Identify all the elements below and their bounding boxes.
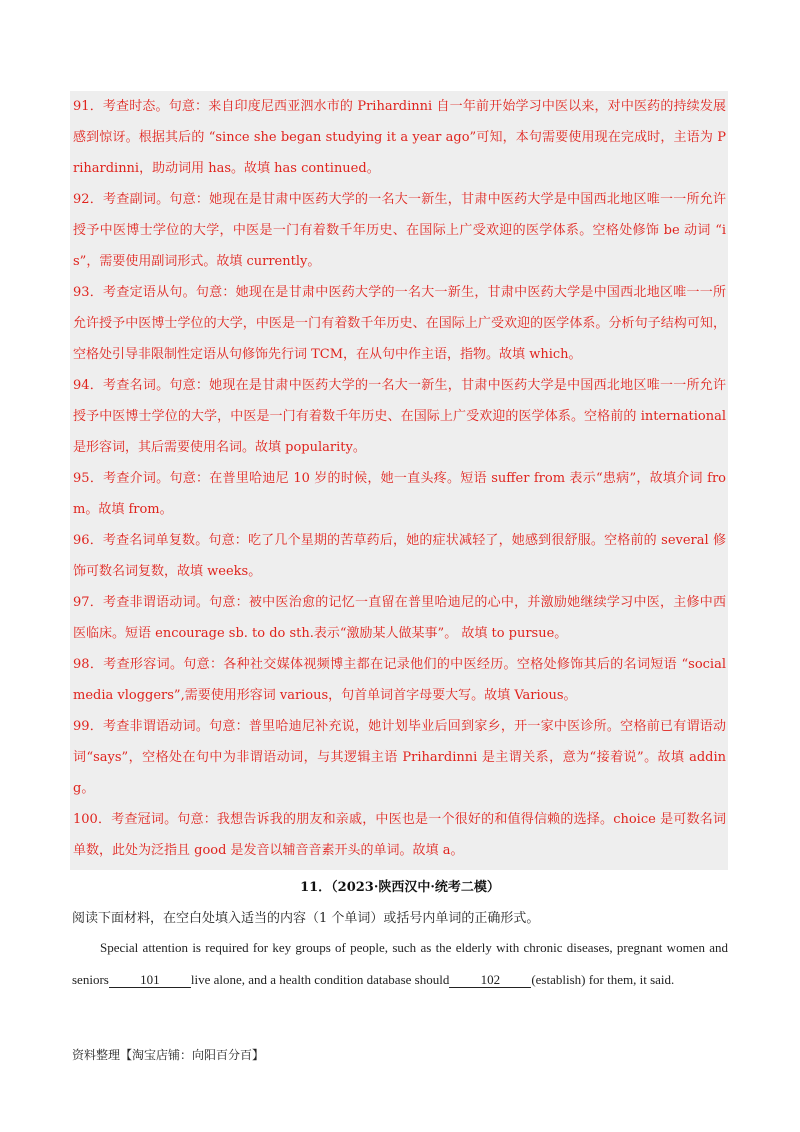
answer-91: 91．考查时态。句意：来自印度尼西亚泗水市的 Prihardinni 自一年前开始学习中医以来，对中医药的持续发展感到惊讶。根据其后的 “since she began studying it a year ago”可知，本句需要使用现在完成时，主语为 Prihardinni，助动词用 has。故填 has continued。 (73, 99, 726, 176)
answer-94: 94．考查名词。句意：她现在是甘肃中医药大学的一名大一新生，甘肃中医药大学是中国西北地区唯一一所允许授予中医博士学位的大学，中医是一门有着数千年历史、在国际上广受欢迎的医学体系。空格前的 international 是形容词，其后需要使用名词。故填 popularity。 (73, 378, 726, 455)
answer-explanations (70, 91, 728, 870)
answer-92: 92．考查副词。句意：她现在是甘肃中医药大学的一名大一新生，甘肃中医药大学是中国西北地区唯一一所允许授予中医博士学位的大学，中医是一门有着数千年历史、在国际上广受欢迎的医学体系。空格处修饰 be 动词 “is”，需要使用副词形式。故填 currently。 (73, 192, 726, 269)
answer-93: 93．考查定语从句。句意：她现在是甘肃中医药大学的一名大一新生，甘肃中医药大学是中国西北地区唯一一所允许授予中医博士学位的大学，中医是一门有着数千年历史、在国际上广受欢迎的医学体系。分析句子结构可知，空格处引导非限制性定语从句修饰先行词 TCM，在从句中作主语，指物。故填 which。 (73, 285, 726, 362)
answer-98: 98．考查形容词。句意：各种社交媒体视频博主都在记录他们的中医经历。空格处修饰其后的名词短语 “social media vloggers”,需要使用形容词 various，句首单词首字母要大写。故填 Various。 (73, 657, 726, 703)
answer-97: 97．考查非谓语动词。句意：被中医治愈的记忆一直留在普里哈迪尼的心中，并激励她继续学习中医，主修中西医临床。短语 encourage sb. to do sth.表示“激励某人做某事”。 故填 to pursue。 (73, 595, 726, 641)
blank-101: 101 (109, 972, 191, 988)
question-heading: 11．（2023·陕西汉中·统考二模） (300, 880, 500, 895)
passage-text-3: (establish) for them, it said. (531, 972, 675, 987)
answer-99: 99．考查非谓语动词。句意：普里哈迪尼补充说，她计划毕业后回到家乡，开一家中医诊所。空格前已有谓语动词“says”，空格处在句中为非谓语动词，与其逻辑主语 Prihardinni 是主谓关系，意为“接着说”。故填 adding。 (73, 719, 726, 796)
blank-102: 102 (449, 972, 531, 988)
question-instructions: 阅读下面材料，在空白处填入适当的内容（1 个单词）或括号内单词的正确形式。 (72, 911, 540, 926)
passage-text-2: live alone, and a health condition database should (190, 972, 450, 987)
footer-note: 资料整理【淘宝店铺：向阳百分百】 (72, 1048, 265, 1062)
reading-passage (72, 932, 728, 996)
passage-text-1: Special attention is required for key groups of people, such as the elderly with chronic diseases, pregnant women and seniors (72, 940, 728, 987)
answer-96: 96．考查名词单复数。句意：吃了几个星期的苦草药后，她的症状减轻了，她感到很舒服。空格前的 several 修饰可数名词复数，故填 weeks。 (73, 533, 726, 579)
answer-95: 95．考查介词。句意：在普里哈迪尼 10 岁的时候，她一直头疼。短语 suffer from 表示“患病”，故填介词 from。故填 from。 (73, 471, 726, 517)
answer-100: 100．考查冠词。句意：我想告诉我的朋友和亲戚，中医也是一个很好的和值得信赖的选择。choice 是可数名词单数，此处为泛指且 good 是发音以辅音音素开头的单词。故填 a。 (73, 812, 726, 858)
